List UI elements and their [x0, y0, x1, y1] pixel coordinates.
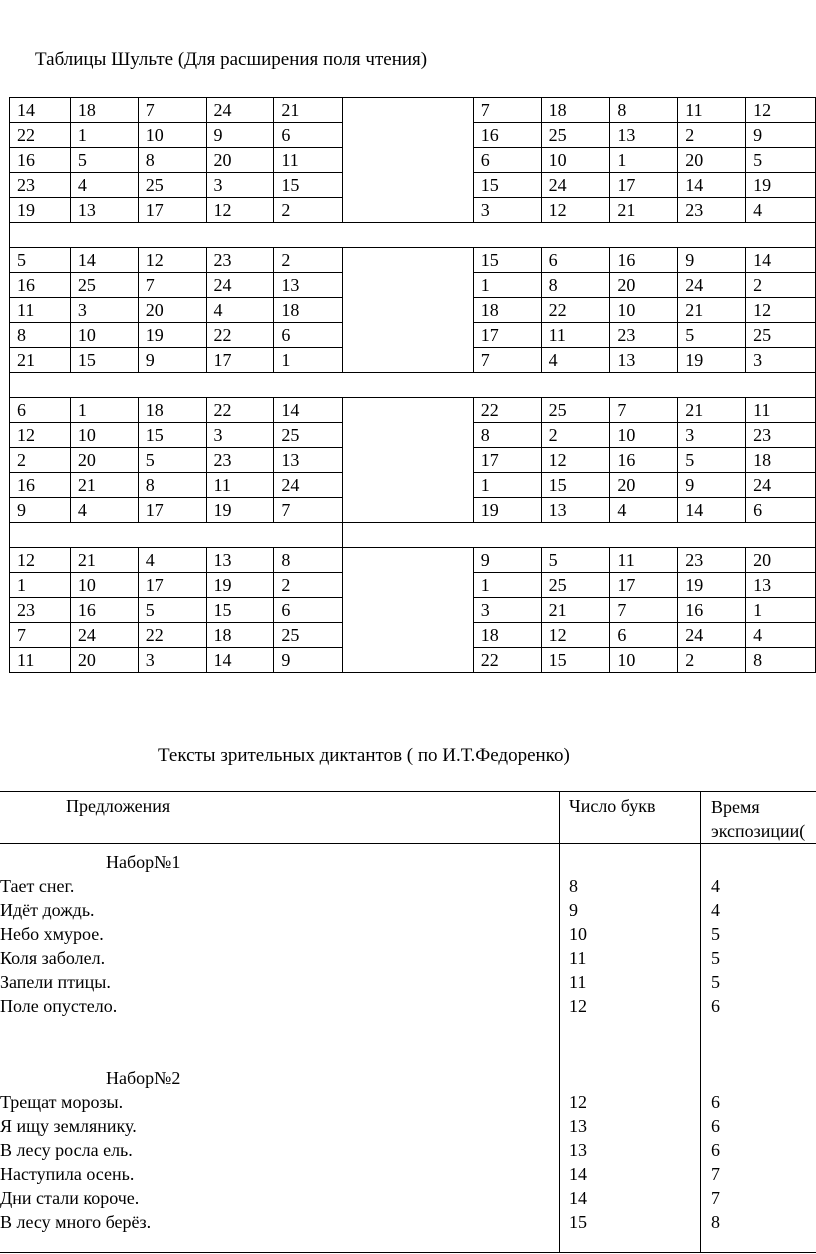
schulte-cell-left: 18 — [70, 98, 138, 123]
set-spacer — [711, 1018, 816, 1066]
schulte-cell-right: 8 — [746, 648, 816, 673]
schulte-cell-right: 17 — [610, 173, 678, 198]
schulte-cell-right: 13 — [746, 573, 816, 598]
schulte-cell-left: 3 — [206, 173, 274, 198]
schulte-cell-left: 23 — [206, 448, 274, 473]
schulte-cell-left: 6 — [274, 323, 343, 348]
sentences-column — [0, 844, 560, 1253]
schulte-cell-left: 21 — [10, 348, 71, 373]
schulte-cell-right: 24 — [746, 473, 816, 498]
schulte-cell-right: 24 — [678, 273, 746, 298]
schulte-cell-left: 24 — [274, 473, 343, 498]
schulte-cell-right: 18 — [473, 298, 541, 323]
schulte-cell-right: 25 — [541, 398, 610, 423]
schulte-cell-left: 3 — [138, 648, 206, 673]
schulte-cell-right: 21 — [678, 398, 746, 423]
schulte-cell-right: 8 — [541, 273, 610, 298]
letters-column — [560, 844, 701, 1253]
schulte-cell-right: 4 — [541, 348, 610, 373]
schulte-title: Таблицы Шульте (Для расширения поля чтения) — [35, 49, 428, 70]
schulte-cell-right: 20 — [610, 473, 678, 498]
schulte-cell-right: 11 — [746, 398, 816, 423]
sentence: Небо хмурое. — [0, 924, 104, 944]
schulte-cell-left: 19 — [206, 498, 274, 523]
schulte-cell-left: 24 — [70, 623, 138, 648]
sentence: В лесу росла ель. — [0, 1140, 133, 1160]
schulte-separator-row — [10, 373, 816, 398]
schulte-cell-right: 7 — [610, 598, 678, 623]
schulte-cell-left: 12 — [138, 248, 206, 273]
schulte-cell-left: 20 — [206, 148, 274, 173]
schulte-cell-right: 21 — [678, 298, 746, 323]
sentence: Поле опустело. — [0, 996, 118, 1016]
schulte-cell-right: 12 — [541, 623, 610, 648]
schulte-cell-left: 18 — [274, 298, 343, 323]
schulte-cell-left: 7 — [138, 273, 206, 298]
schulte-cell-left: 8 — [138, 148, 206, 173]
schulte-cell-right: 5 — [746, 148, 816, 173]
schulte-cell-left: 21 — [70, 473, 138, 498]
schulte-cell-right: 11 — [678, 98, 746, 123]
letter-count: 12 — [569, 1092, 587, 1112]
schulte-cell-left: 14 — [70, 248, 138, 273]
schulte-cell-right: 25 — [541, 573, 610, 598]
sentence: Трещат морозы. — [0, 1092, 124, 1112]
schulte-cell-left: 25 — [274, 623, 343, 648]
schulte-cell-left: 3 — [206, 423, 274, 448]
schulte-cell-right: 4 — [746, 623, 816, 648]
schulte-cell-right: 3 — [473, 598, 541, 623]
header-time-line2: экспозиции( — [711, 821, 806, 841]
schulte-cell-right: 9 — [678, 248, 746, 273]
letter-count: 14 — [569, 1164, 587, 1184]
schulte-cell-right: 2 — [746, 273, 816, 298]
schulte-cell-right: 11 — [610, 548, 678, 573]
schulte-cell-left: 13 — [274, 273, 343, 298]
schulte-cell-left: 18 — [206, 623, 274, 648]
schulte-cell-right: 16 — [678, 598, 746, 623]
schulte-cell-left: 10 — [138, 123, 206, 148]
schulte-cell-right: 2 — [678, 648, 746, 673]
letter-count: 13 — [569, 1116, 587, 1136]
schulte-cell-left: 5 — [10, 248, 71, 273]
schulte-cell-left: 11 — [274, 148, 343, 173]
schulte-cell-right: 6 — [610, 623, 678, 648]
schulte-cell-left: 16 — [70, 598, 138, 623]
sentence: Я ищу землянику. — [0, 1116, 137, 1136]
schulte-cell-right: 18 — [473, 623, 541, 648]
schulte-cell-right: 10 — [610, 298, 678, 323]
schulte-cell-right: 19 — [678, 573, 746, 598]
schulte-tables — [9, 97, 816, 673]
set-spacer — [569, 1018, 700, 1066]
schulte-cell-right: 3 — [746, 348, 816, 373]
schulte-cell-left: 9 — [206, 123, 274, 148]
schulte-cell-right: 15 — [473, 173, 541, 198]
schulte-cell-right: 6 — [541, 248, 610, 273]
schulte-cell-right: 6 — [473, 148, 541, 173]
schulte-cell-right: 19 — [473, 498, 541, 523]
letter-count: 12 — [569, 996, 587, 1016]
schulte-cell-right: 5 — [678, 448, 746, 473]
schulte-cell-left: 13 — [274, 448, 343, 473]
schulte-cell-right: 22 — [473, 648, 541, 673]
schulte-cell-left: 4 — [206, 298, 274, 323]
schulte-cell-left: 20 — [138, 298, 206, 323]
schulte-cell-left: 6 — [274, 123, 343, 148]
letter-count: 15 — [569, 1212, 587, 1232]
schulte-cell-right: 10 — [541, 148, 610, 173]
time-column — [701, 844, 816, 1253]
schulte-cell-left: 22 — [10, 123, 71, 148]
header-time — [701, 792, 816, 844]
schulte-separator-row — [10, 523, 816, 548]
schulte-cell-left: 22 — [206, 398, 274, 423]
schulte-cell-right: 25 — [541, 123, 610, 148]
schulte-cell-right: 23 — [678, 198, 746, 223]
exposure-time: 5 — [711, 972, 720, 992]
schulte-cell-right: 15 — [473, 248, 541, 273]
schulte-cell-left: 3 — [70, 298, 138, 323]
schulte-cell-right: 4 — [746, 198, 816, 223]
schulte-cell-left: 22 — [138, 623, 206, 648]
schulte-cell-left: 14 — [206, 648, 274, 673]
schulte-cell-left: 6 — [10, 398, 71, 423]
schulte-cell-left: 2 — [10, 448, 71, 473]
schulte-cell-left: 20 — [70, 648, 138, 673]
schulte-cell-left: 13 — [70, 198, 138, 223]
set-label-blank — [711, 1066, 816, 1090]
schulte-cell-left: 9 — [274, 648, 343, 673]
schulte-cell-right: 11 — [541, 323, 610, 348]
schulte-cell-right: 3 — [678, 423, 746, 448]
schulte-cell-right: 22 — [541, 298, 610, 323]
schulte-cell-right: 16 — [610, 248, 678, 273]
schulte-cell-left: 5 — [138, 448, 206, 473]
schulte-cell-right: 1 — [746, 598, 816, 623]
schulte-cell-left: 21 — [70, 548, 138, 573]
exposure-time: 8 — [711, 1212, 720, 1232]
schulte-cell-left: 7 — [10, 623, 71, 648]
header-sentences: Предложения — [0, 792, 560, 844]
schulte-cell-right: 24 — [541, 173, 610, 198]
letter-count: 11 — [569, 948, 587, 968]
schulte-cell-right: 23 — [678, 548, 746, 573]
exposure-time: 7 — [711, 1164, 720, 1184]
schulte-cell-left: 23 — [206, 248, 274, 273]
set-label: Набор№2 — [106, 1068, 181, 1088]
header-time-line1: Время — [711, 797, 760, 817]
schulte-cell-left: 1 — [70, 398, 138, 423]
schulte-cell-left: 5 — [138, 598, 206, 623]
set-spacer — [0, 1018, 559, 1066]
schulte-separator-row — [10, 223, 816, 248]
schulte-cell-left: 17 — [138, 573, 206, 598]
schulte-separator-cell — [343, 523, 816, 548]
exposure-time: 5 — [711, 948, 720, 968]
letter-count: 14 — [569, 1188, 587, 1208]
schulte-cell-right: 20 — [678, 148, 746, 173]
schulte-cell-left: 17 — [138, 198, 206, 223]
dictation-body-row — [0, 844, 816, 1253]
schulte-cell-right: 7 — [473, 348, 541, 373]
schulte-cell-right: 1 — [473, 273, 541, 298]
exposure-time: 6 — [711, 1140, 720, 1160]
schulte-cell-right: 13 — [610, 123, 678, 148]
schulte-cell-left: 17 — [138, 498, 206, 523]
schulte-cell-right: 12 — [746, 298, 816, 323]
letter-count: 13 — [569, 1140, 587, 1160]
schulte-cell-left: 7 — [274, 498, 343, 523]
schulte-cell-right: 9 — [473, 548, 541, 573]
set-label-blank — [569, 850, 700, 874]
schulte-cell-right: 15 — [541, 648, 610, 673]
schulte-cell-right: 17 — [610, 573, 678, 598]
schulte-cell-left: 8 — [274, 548, 343, 573]
schulte-cell-left: 15 — [206, 598, 274, 623]
schulte-cell-left: 19 — [138, 323, 206, 348]
schulte-cell-left: 24 — [206, 98, 274, 123]
schulte-cell-left: 23 — [10, 598, 71, 623]
schulte-cell-left: 10 — [70, 323, 138, 348]
schulte-cell-left: 9 — [10, 498, 71, 523]
schulte-cell-right: 9 — [678, 473, 746, 498]
schulte-cell-left: 12 — [10, 548, 71, 573]
schulte-cell-left: 1 — [10, 573, 71, 598]
schulte-row — [10, 98, 816, 123]
schulte-cell-left: 12 — [206, 198, 274, 223]
schulte-cell-right: 25 — [746, 323, 816, 348]
schulte-cell-left: 23 — [10, 173, 71, 198]
exposure-time: 6 — [711, 1116, 720, 1136]
header-letters: Число букв — [560, 792, 701, 844]
schulte-cell-right: 12 — [541, 198, 610, 223]
schulte-cell-left: 25 — [274, 423, 343, 448]
schulte-cell-left: 10 — [70, 423, 138, 448]
schulte-cell-left: 13 — [206, 548, 274, 573]
schulte-cell-left: 7 — [138, 98, 206, 123]
schulte-cell-left: 4 — [70, 173, 138, 198]
schulte-row — [10, 548, 816, 573]
schulte-cell-left: 10 — [70, 573, 138, 598]
schulte-cell-right: 17 — [473, 323, 541, 348]
schulte-cell-right: 14 — [746, 248, 816, 273]
set-label-blank — [711, 850, 816, 874]
exposure-time: 5 — [711, 924, 720, 944]
sentence: В лесу много берёз. — [0, 1212, 152, 1232]
set-label-blank — [569, 1066, 700, 1090]
schulte-separator-cell — [10, 373, 816, 398]
schulte-cell-right: 12 — [746, 98, 816, 123]
schulte-cell-left: 4 — [138, 548, 206, 573]
schulte-cell-left: 2 — [274, 248, 343, 273]
schulte-cell-left: 19 — [10, 198, 71, 223]
schulte-cell-right: 24 — [678, 623, 746, 648]
schulte-cell-left: 16 — [10, 473, 71, 498]
schulte-cell-left: 17 — [206, 348, 274, 373]
schulte-cell-right: 8 — [610, 98, 678, 123]
schulte-cell-right: 1 — [473, 473, 541, 498]
schulte-cell-right: 23 — [610, 323, 678, 348]
schulte-cell-right: 8 — [473, 423, 541, 448]
schulte-cell-left: 22 — [206, 323, 274, 348]
schulte-cell-right: 16 — [473, 123, 541, 148]
schulte-cell-right: 12 — [541, 448, 610, 473]
schulte-cell-right: 10 — [610, 648, 678, 673]
schulte-cell-left: 6 — [274, 598, 343, 623]
schulte-cell-right: 18 — [746, 448, 816, 473]
exposure-time: 4 — [711, 900, 720, 920]
schulte-cell-left: 14 — [10, 98, 71, 123]
schulte-cell-right: 14 — [678, 498, 746, 523]
schulte-cell-left: 9 — [138, 348, 206, 373]
schulte-cell-left: 2 — [274, 198, 343, 223]
schulte-cell-right: 23 — [746, 423, 816, 448]
exposure-time: 6 — [711, 996, 720, 1016]
schulte-cell-left: 18 — [138, 398, 206, 423]
schulte-cell-left: 25 — [70, 273, 138, 298]
schulte-row — [10, 248, 816, 273]
schulte-gap-cell — [343, 248, 474, 373]
schulte-cell-right: 19 — [746, 173, 816, 198]
schulte-cell-right: 1 — [473, 573, 541, 598]
schulte-cell-right: 2 — [541, 423, 610, 448]
schulte-cell-left: 11 — [206, 473, 274, 498]
schulte-cell-left: 5 — [70, 148, 138, 173]
schulte-cell-left: 25 — [138, 173, 206, 198]
sentence: Наступила осень. — [0, 1164, 135, 1184]
letter-count: 8 — [569, 876, 578, 896]
schulte-cell-right: 7 — [473, 98, 541, 123]
schulte-cell-left: 15 — [274, 173, 343, 198]
schulte-cell-right: 17 — [473, 448, 541, 473]
sentence: Коля заболел. — [0, 948, 106, 968]
schulte-cell-right: 22 — [473, 398, 541, 423]
exposure-time: 6 — [711, 1092, 720, 1112]
schulte-cell-left: 11 — [10, 298, 71, 323]
schulte-cell-left: 24 — [206, 273, 274, 298]
schulte-cell-left: 1 — [274, 348, 343, 373]
schulte-cell-right: 15 — [541, 473, 610, 498]
schulte-cell-right: 18 — [541, 98, 610, 123]
schulte-cell-left: 20 — [70, 448, 138, 473]
sentence: Тает снег. — [0, 876, 75, 896]
letter-count: 10 — [569, 924, 587, 944]
sentence: Идёт дождь. — [0, 900, 95, 920]
schulte-cell-right: 13 — [610, 348, 678, 373]
schulte-cell-right: 9 — [746, 123, 816, 148]
sentence: Запели птицы. — [0, 972, 111, 992]
schulte-separator-cell — [10, 223, 816, 248]
schulte-gap-cell — [343, 98, 474, 223]
schulte-cell-right: 5 — [541, 548, 610, 573]
schulte-cell-left: 4 — [70, 498, 138, 523]
sentence: Дни стали короче. — [0, 1188, 140, 1208]
schulte-cell-right: 13 — [541, 498, 610, 523]
schulte-cell-left: 19 — [206, 573, 274, 598]
schulte-gap-cell — [343, 398, 474, 523]
schulte-cell-right: 16 — [610, 448, 678, 473]
schulte-cell-right: 2 — [678, 123, 746, 148]
schulte-cell-left: 2 — [274, 573, 343, 598]
schulte-cell-left: 16 — [10, 148, 71, 173]
schulte-cell-left: 8 — [138, 473, 206, 498]
schulte-cell-right: 21 — [610, 198, 678, 223]
dictation-table — [0, 791, 816, 1253]
set-label: Набор№1 — [106, 852, 181, 872]
schulte-separator-cell — [10, 523, 343, 548]
schulte-cell-right: 21 — [541, 598, 610, 623]
schulte-cell-right: 7 — [610, 398, 678, 423]
letter-count: 9 — [569, 900, 578, 920]
schulte-cell-left: 12 — [10, 423, 71, 448]
schulte-cell-right: 14 — [678, 173, 746, 198]
dictation-title: Тексты зрительных диктантов ( по И.Т.Федоренко) — [158, 745, 570, 766]
schulte-cell-left: 1 — [70, 123, 138, 148]
schulte-cell-right: 20 — [610, 273, 678, 298]
schulte-cell-left: 14 — [274, 398, 343, 423]
schulte-cell-right: 19 — [678, 348, 746, 373]
schulte-cell-right: 6 — [746, 498, 816, 523]
schulte-row — [10, 398, 816, 423]
schulte-cell-right: 4 — [610, 498, 678, 523]
schulte-cell-left: 15 — [138, 423, 206, 448]
schulte-gap-cell — [343, 548, 474, 673]
schulte-cell-left: 21 — [274, 98, 343, 123]
schulte-cell-right: 1 — [610, 148, 678, 173]
exposure-time: 4 — [711, 876, 720, 896]
exposure-time: 7 — [711, 1188, 720, 1208]
schulte-cell-left: 16 — [10, 273, 71, 298]
dictation-header-row — [0, 792, 816, 844]
schulte-cell-right: 5 — [678, 323, 746, 348]
schulte-cell-right: 3 — [473, 198, 541, 223]
schulte-cell-left: 8 — [10, 323, 71, 348]
schulte-cell-left: 15 — [70, 348, 138, 373]
letter-count: 11 — [569, 972, 587, 992]
schulte-cell-right: 10 — [610, 423, 678, 448]
schulte-cell-left: 11 — [10, 648, 71, 673]
schulte-cell-right: 20 — [746, 548, 816, 573]
